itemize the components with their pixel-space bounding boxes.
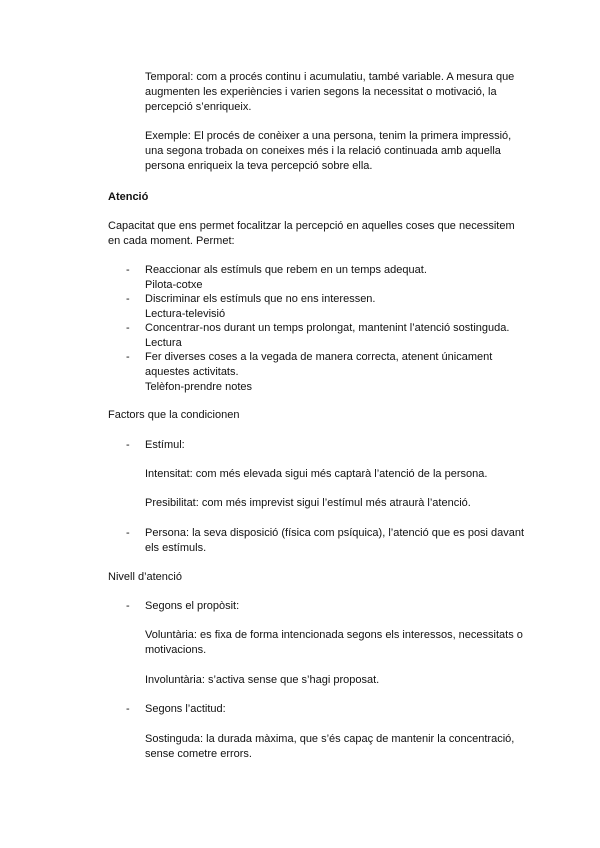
- list-item-concentrar: Concentrar-nos durant un temps prolongat, mantenint l’atenció sostinguda. Lectura: [145, 322, 510, 349]
- bullet-dash: -: [126, 439, 130, 451]
- atencio-intro: Capacitat que ens permet focalitzar la percepció en aquelles coses que necessitem en cada moment. Permet:: [108, 220, 515, 247]
- bullet-dash: -: [126, 264, 130, 276]
- bullet-dash: -: [126, 527, 130, 539]
- involuntaria-paragraph: Involuntària: s’activa sense que s’hagi proposat.: [145, 674, 380, 686]
- voluntaria-paragraph: Voluntària: es fixa de forma intencionada segons els interessos, necessitats o motivacions.: [145, 629, 523, 656]
- nivell-heading: Nivell d’atenció: [108, 571, 182, 583]
- bullet-dash: -: [126, 322, 130, 334]
- intensitat-paragraph: Intensitat: com més elevada sigui més captarà l’atenció de la persona.: [145, 468, 488, 480]
- list-item-discriminar: Discriminar els estímuls que no ens interessen. Lectura-televisió: [145, 293, 376, 320]
- exemple-paragraph: Exemple: El procés de conèixer a una persona, tenim la primera impressió, una segona trobada on coneixes més i la relació continuada amb aquella persona enriqueix la teva percepció sobre ella.: [145, 130, 512, 172]
- persona-paragraph: Persona: la seva disposició (física com psíquica), l’atenció que es posi davant els estímuls.: [145, 527, 525, 554]
- list-item-reaccionar: Reaccionar als estímuls que rebem en un temps adequat. Pilota-cotxe: [145, 264, 427, 291]
- proposit-label: Segons el propòsit:: [145, 600, 240, 612]
- presibilitat-paragraph: Presibilitat: com més imprevist sigui l’estímul més atraurà l’atenció.: [145, 497, 471, 509]
- list-item-fer-diverses: Fer diverses coses a la vegada de manera correcta, atenent únicament aquestes activitats. Telèfon-prendre notes: [145, 351, 493, 393]
- estimul-label: Estímul:: [145, 439, 185, 451]
- bullet-dash: -: [126, 351, 130, 363]
- bullet-dash: -: [126, 600, 130, 612]
- actitud-label: Segons l’actitud:: [145, 703, 226, 715]
- bullet-dash: -: [126, 703, 130, 715]
- sostinguda-paragraph: Sostinguda: la durada màxima, que s’és capaç de mantenir la concentració, sense cometre errors.: [145, 733, 515, 760]
- bullet-dash: -: [126, 293, 130, 305]
- temporal-paragraph: Temporal: com a procés continu i acumulatiu, també variable. A mesura que augmenten les experiències i varien segons la necessitat o motivació, la percepció s’enriqueix.: [145, 71, 515, 113]
- atencio-heading: Atenció: [108, 191, 149, 203]
- factors-heading: Factors que la condicionen: [108, 409, 240, 421]
